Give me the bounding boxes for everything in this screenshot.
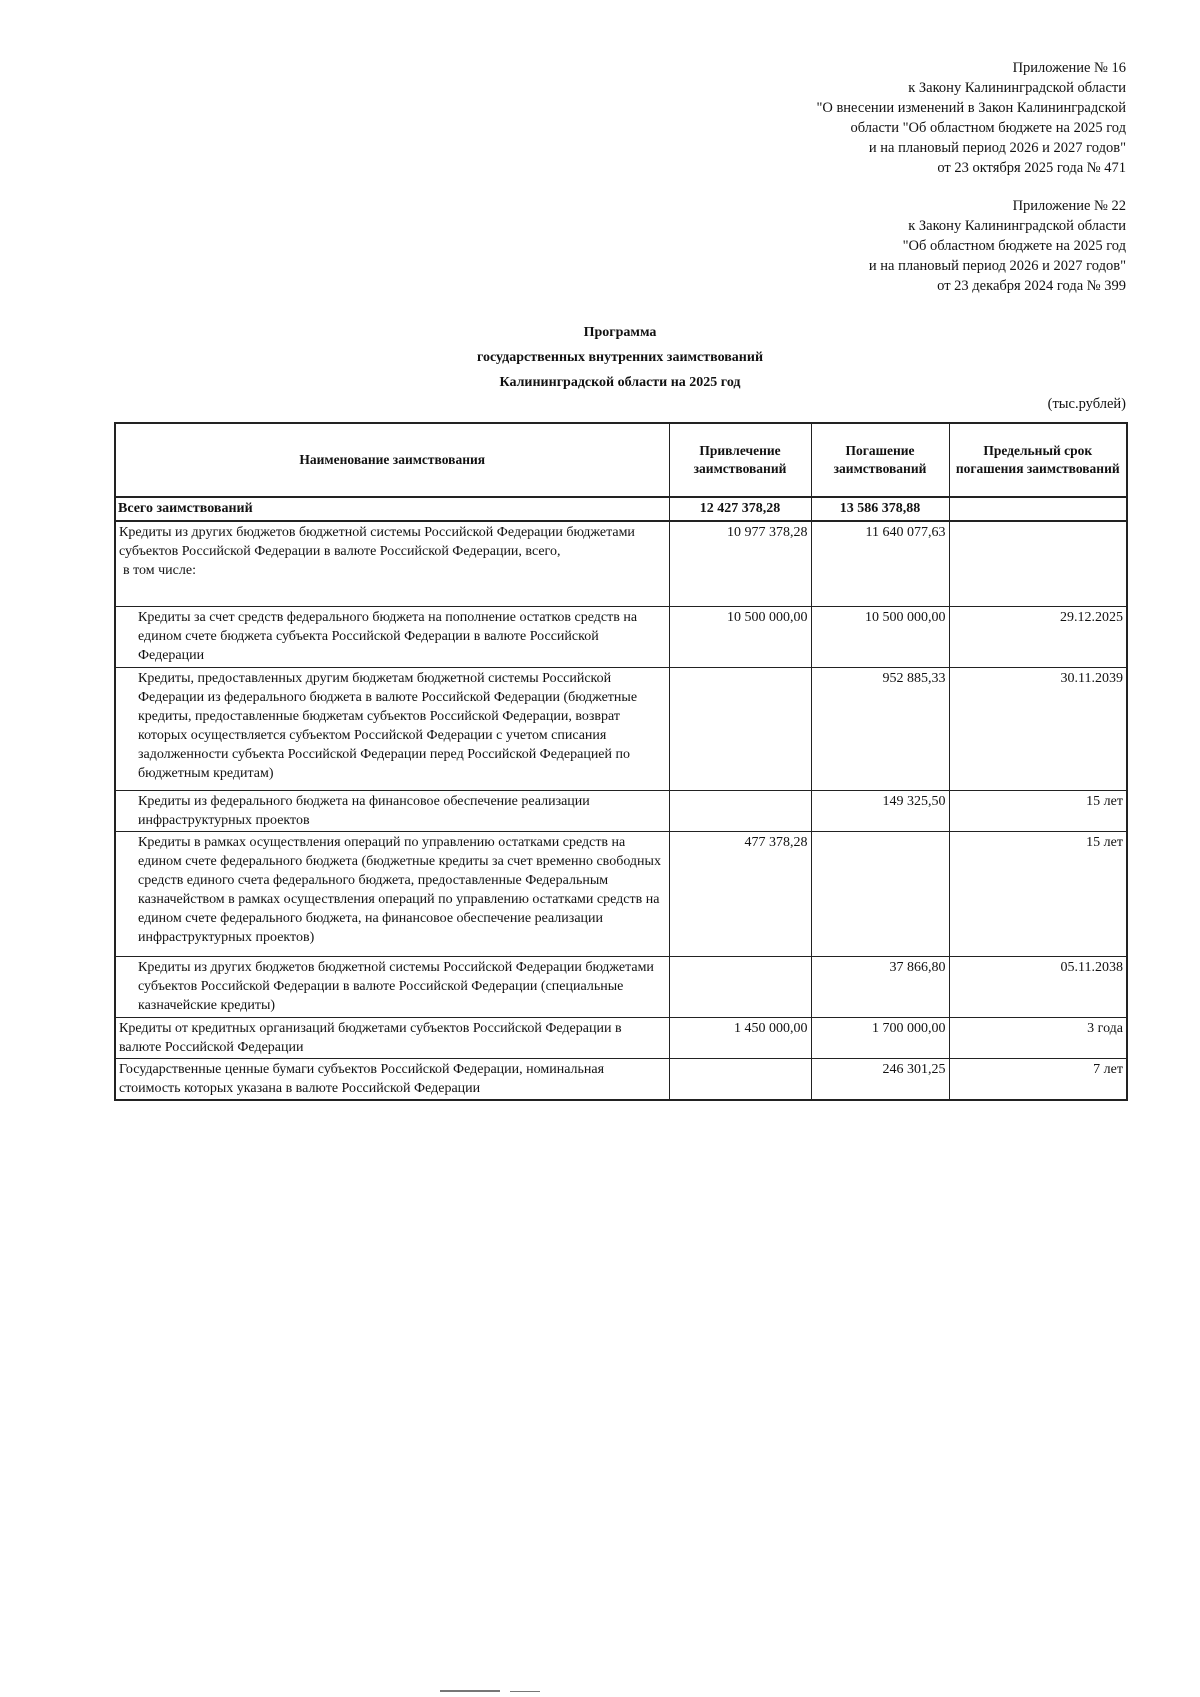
table-row bbox=[115, 521, 1127, 607]
header-line: и на плановый период 2026 и 2027 годов" bbox=[868, 140, 1126, 156]
cell-attraction: 10 977 378,28 bbox=[669, 521, 811, 607]
appendix-header-secondary bbox=[869, 196, 1126, 296]
title-line: государственных внутренних заимствований bbox=[476, 350, 764, 365]
appendix-header-primary bbox=[816, 58, 1126, 178]
cell-name-suffix: в том числе: bbox=[123, 563, 196, 578]
cell-repayment: 10 500 000,00 bbox=[811, 607, 949, 668]
header-line: к Закону Калининградской области bbox=[908, 218, 1126, 234]
table-row bbox=[115, 1018, 1127, 1059]
cell-attraction: 477 378,28 bbox=[669, 832, 811, 957]
cell-attraction: 12 427 378,28 bbox=[669, 497, 811, 521]
cell-term: 15 лет bbox=[949, 832, 1127, 957]
cell-repayment: 11 640 077,63 bbox=[811, 521, 949, 607]
title-line: Калининградской области на 2025 год bbox=[499, 375, 741, 390]
cell-name: Кредиты от кредитных организаций бюджетами субъектов Российской Федерации в валюте Российской Федерации bbox=[115, 1018, 669, 1059]
cell-attraction bbox=[669, 668, 811, 791]
cell-term bbox=[949, 497, 1127, 521]
cell-repayment: 37 866,80 bbox=[811, 957, 949, 1018]
cell-attraction: 1 450 000,00 bbox=[669, 1018, 811, 1059]
cell-term: 7 лет bbox=[949, 1059, 1127, 1101]
header-line: к Закону Калининградской области bbox=[908, 80, 1126, 96]
cell-name: Государственные ценные бумаги субъектов Российской Федерации, номинальная стоимость которых указана в валюте Российской Федерации bbox=[115, 1059, 669, 1101]
cell-attraction: 10 500 000,00 bbox=[669, 607, 811, 668]
column-header-repayment: Погашение заимствований bbox=[811, 423, 949, 497]
cell-term: 3 года bbox=[949, 1018, 1127, 1059]
table-row-total bbox=[115, 497, 1127, 521]
title-line: Программа bbox=[583, 325, 657, 340]
header-line: и на плановый период 2026 и 2027 годов" bbox=[868, 258, 1126, 274]
cell-name: Кредиты, предоставленных другим бюджетам бюджетной системы Российской Федерации из федерального бюджета в валюте Российской Федерации (бюджетные кредиты, предоставленные бюджетам субъектов Российской Федерации, возврат которых осуществляется субъектом Российской Федерации с учетом списания задолженности субъекта Российской Федерации перед Российской Федерацией по бюджетным кредитам) bbox=[115, 668, 669, 791]
cell-repayment: 952 885,33 bbox=[811, 668, 949, 791]
cell-term: 29.12.2025 bbox=[949, 607, 1127, 668]
scan-artifact bbox=[440, 1690, 500, 1692]
cell-name: Кредиты за счет средств федерального бюджета на пополнение остатков средств на едином счете бюджета субъекта Российской Федерации в валюте Российской Федерации bbox=[115, 607, 669, 668]
borrowings-table bbox=[114, 422, 1128, 1101]
cell-attraction bbox=[669, 1059, 811, 1101]
cell-repayment: 246 301,25 bbox=[811, 1059, 949, 1101]
table-row bbox=[115, 668, 1127, 791]
cell-term: 30.11.2039 bbox=[949, 668, 1127, 791]
table-row bbox=[115, 791, 1127, 832]
header-line: "О внесении изменений в Закон Калининградской bbox=[816, 100, 1126, 116]
column-header-name: Наименование заимствования bbox=[115, 423, 669, 497]
header-line: от 23 октября 2025 года № 471 bbox=[937, 160, 1126, 176]
cell-name: Кредиты из других бюджетов бюджетной системы Российской Федерации бюджетами субъектов Российской Федерации в валюте Российской Федерации (специальные казначейские кредиты) bbox=[115, 957, 669, 1018]
cell-repayment: 149 325,50 bbox=[811, 791, 949, 832]
cell-name: Всего заимствований bbox=[115, 497, 669, 521]
cell-name bbox=[115, 521, 669, 607]
cell-repayment: 1 700 000,00 bbox=[811, 1018, 949, 1059]
table-row bbox=[115, 832, 1127, 957]
cell-name: Кредиты из федерального бюджета на финансовое обеспечение реализации инфраструктурных проектов bbox=[115, 791, 669, 832]
table-header-row bbox=[115, 423, 1127, 497]
header-line: "Об областном бюджете на 2025 год bbox=[902, 238, 1126, 254]
header-line: области "Об областном бюджете на 2025 год bbox=[850, 120, 1126, 136]
cell-term bbox=[949, 521, 1127, 607]
cell-term: 15 лет bbox=[949, 791, 1127, 832]
header-line: Приложение № 22 bbox=[1012, 198, 1126, 214]
column-header-term: Предельный срок погашения заимствований bbox=[949, 423, 1127, 497]
cell-attraction bbox=[669, 791, 811, 832]
table-row bbox=[115, 1059, 1127, 1101]
cell-attraction bbox=[669, 957, 811, 1018]
cell-name: Кредиты в рамках осуществления операций по управлению остатками средств на едином счете федерального бюджета (бюджетные кредиты за счет временно свободных средств единого счета федерального бюджета, предоставленные Федеральным казначейством в рамках осуществления операций по управлению остатками средств на едином счете федерального бюджета, на финансовое обеспечение реализации инфраструктурных проектов) bbox=[115, 832, 669, 957]
cell-repayment bbox=[811, 832, 949, 957]
column-header-attraction: Привлечение заимствований bbox=[669, 423, 811, 497]
header-line: от 23 декабря 2024 года № 399 bbox=[937, 278, 1126, 294]
cell-name-text: Кредиты из других бюджетов бюджетной системы Российской Федерации бюджетами субъектов Российской Федерации в валюте Российской Федерации, всего, bbox=[119, 525, 635, 559]
cell-repayment: 13 586 378,88 bbox=[811, 497, 949, 521]
table-row bbox=[115, 957, 1127, 1018]
table-row bbox=[115, 607, 1127, 668]
cell-term: 05.11.2038 bbox=[949, 957, 1127, 1018]
document-title bbox=[0, 320, 1200, 395]
header-line: Приложение № 16 bbox=[1012, 60, 1126, 76]
units-label: (тыс.рублей) bbox=[1047, 396, 1126, 412]
scan-artifact bbox=[510, 1691, 540, 1692]
